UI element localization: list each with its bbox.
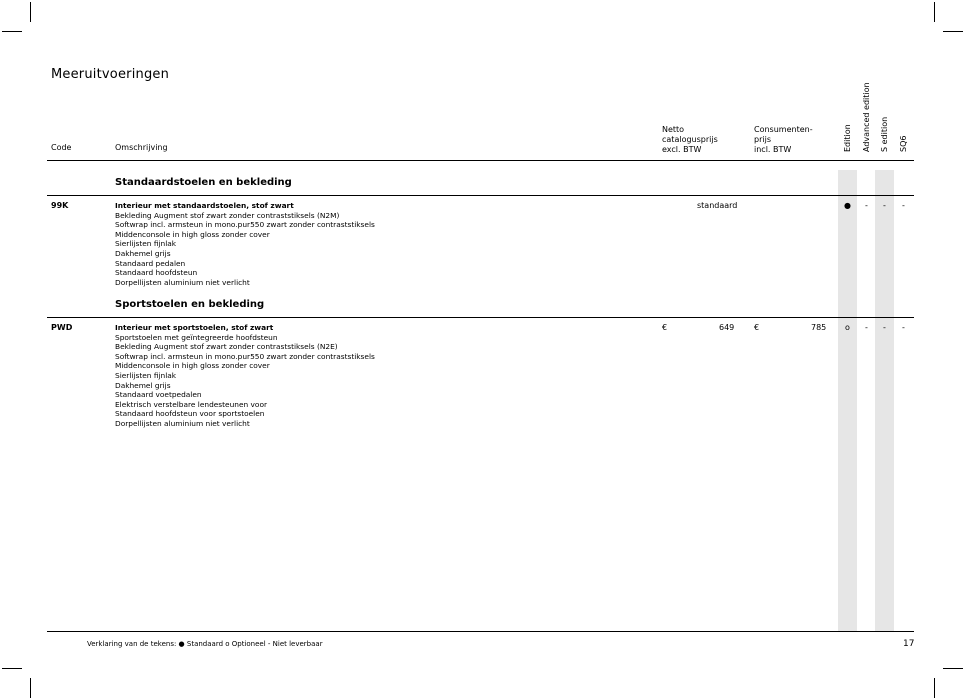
option-line: Standaard hoofdsteun bbox=[115, 268, 198, 278]
availability-advanced-edition: - bbox=[865, 201, 868, 210]
header-divider bbox=[47, 160, 914, 161]
crop-mark bbox=[30, 678, 31, 698]
option-line: Sportstoelen met geïntegreerde hoofdsteun bbox=[115, 332, 278, 342]
section-divider bbox=[47, 317, 914, 318]
crop-mark bbox=[30, 2, 31, 22]
availability-edition: o bbox=[845, 323, 850, 332]
availability-sq6: - bbox=[902, 323, 905, 332]
header-edition: Edition bbox=[843, 124, 852, 152]
option-line: Dorpellijsten aluminium niet verlicht bbox=[115, 277, 250, 287]
page-title: Meeruitvoeringen bbox=[51, 67, 170, 82]
availability-edition: ● bbox=[844, 201, 851, 210]
option-line: Standaard pedalen bbox=[115, 258, 186, 268]
section-heading: Standaardstoelen en bekleding bbox=[115, 177, 292, 188]
header-consumer-price: Consumenten- prijs incl. BTW bbox=[754, 125, 813, 154]
crop-mark bbox=[934, 678, 935, 698]
option-line: Standaard hoofdsteun voor sportstoelen bbox=[115, 409, 265, 419]
availability-s-edition: - bbox=[883, 323, 886, 332]
option-line: Bekleding Augment stof zwart zonder contraststiksels (N2M) bbox=[115, 210, 340, 220]
option-line: Sierlijsten fijnlak bbox=[115, 239, 177, 249]
header-advanced-edition: Advanced edition bbox=[862, 82, 871, 152]
crop-mark bbox=[934, 2, 935, 22]
availability-s-edition: - bbox=[883, 201, 886, 210]
header-netto-price: Netto catalogusprijs excl. BTW bbox=[662, 125, 718, 154]
header-code: Code bbox=[51, 143, 72, 152]
option-title: Interieur met standaardstoelen, stof zwart bbox=[115, 201, 294, 210]
option-line: Standaard voetpedalen bbox=[115, 390, 202, 400]
option-code: 99K bbox=[51, 201, 69, 210]
option-line: Dorpellijsten aluminium niet verlicht bbox=[115, 418, 250, 428]
option-line: Elektrisch verstelbare lendesteunen voor bbox=[115, 399, 268, 409]
consumer-price: 785 bbox=[811, 323, 827, 332]
option-line: Dakhemel grijs bbox=[115, 380, 171, 390]
crop-mark bbox=[943, 31, 963, 32]
header-sq6: SQ6 bbox=[899, 135, 908, 152]
header-description: Omschrijving bbox=[115, 143, 168, 152]
option-line: Softwrap incl. armsteun in mono.pur550 zwart zonder contraststiksels bbox=[115, 351, 375, 361]
availability-sq6: - bbox=[902, 201, 905, 210]
option-line: Middenconsole in high gloss zonder cover bbox=[115, 361, 270, 371]
netto-currency: € bbox=[662, 323, 668, 332]
netto-price: standaard bbox=[697, 201, 738, 210]
option-line: Middenconsole in high gloss zonder cover bbox=[115, 229, 270, 239]
option-description bbox=[115, 323, 375, 429]
option-line: Dakhemel grijs bbox=[115, 248, 171, 258]
option-line: Softwrap incl. armsteun in mono.pur550 zwart zonder contraststiksels bbox=[115, 220, 375, 230]
availability-advanced-edition: - bbox=[865, 323, 868, 332]
option-line: Bekleding Augment stof zwart zonder contraststiksels (N2E) bbox=[115, 342, 338, 352]
netto-price: 649 bbox=[719, 323, 735, 332]
section-divider bbox=[47, 195, 914, 196]
section-heading: Sportstoelen en bekleding bbox=[115, 299, 265, 310]
crop-mark bbox=[2, 31, 22, 32]
option-title: Interieur met sportstoelen, stof zwart bbox=[115, 323, 274, 332]
footer-divider bbox=[47, 631, 914, 632]
option-code: PWD bbox=[51, 323, 73, 332]
option-description bbox=[115, 201, 375, 287]
header-s-edition: S edition bbox=[880, 116, 889, 152]
edition-column-shade bbox=[838, 170, 857, 631]
crop-mark bbox=[2, 668, 22, 669]
page-number: 17 bbox=[903, 639, 915, 649]
edition-column-shade bbox=[875, 170, 894, 631]
option-line: Sierlijsten fijnlak bbox=[115, 370, 177, 380]
crop-mark bbox=[943, 668, 963, 669]
consumer-currency: € bbox=[754, 323, 760, 332]
legend: Verklaring van de tekens: ● Standaard o Optioneel - Niet leverbaar bbox=[87, 640, 323, 648]
